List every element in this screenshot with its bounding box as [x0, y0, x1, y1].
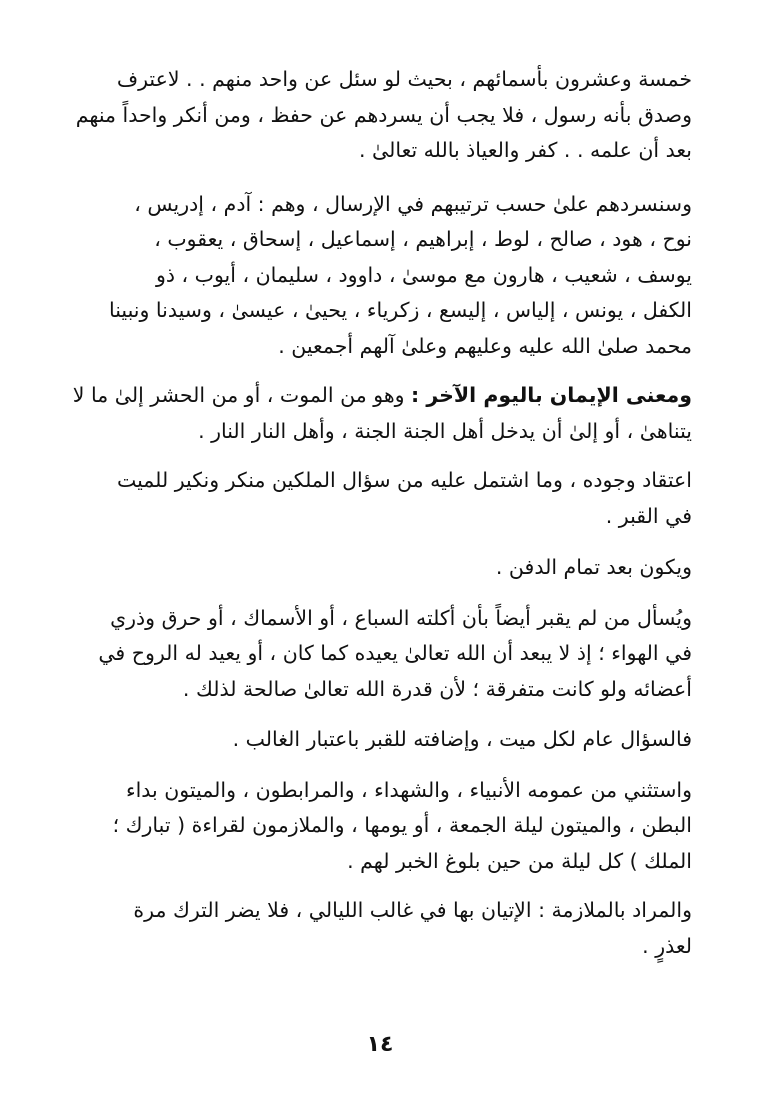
text-line: يتناهىٰ ، أو إلىٰ أن يدخل أهل الجنة الجنة ، وأهل النار النار . — [198, 418, 692, 443]
bold-heading: ومعنى الإيمان باليوم الآخر : — [411, 383, 692, 407]
paragraph-after-burial — [70, 550, 692, 586]
paragraph-exceptions — [70, 773, 692, 880]
text-line: نوح ، هود ، صالح ، لوط ، إبراهيم ، إسماعيل ، إسحاق ، يعقوب ، — [154, 227, 692, 251]
page-number: ١٤ — [366, 1032, 394, 1057]
text-run: وهو من الموت ، أو من الحشر إلىٰ ما لا — [72, 383, 412, 407]
text-line: وسنسردهم علىٰ حسب ترتيبهم في الإرسال ، وهم : آدم ، إدريس ، — [134, 191, 692, 216]
text-line: الكفل ، يونس ، إلياس ، إليسع ، زكرياء ، يحيىٰ ، عيسىٰ ، وسيدنا ونبينا — [108, 298, 692, 322]
text-line: في الهواء ؛ إذ لا يبعد أن الله تعالىٰ يعيده كما كان ، أو يعيد له الروح في — [98, 641, 692, 665]
paragraph-persistence — [70, 893, 692, 964]
text-line: ويكون بعد تمام الدفن . — [495, 555, 692, 579]
text-line: فالسؤال عام لكل ميت ، وإضافته للقبر باعتبار الغالب . — [232, 727, 692, 751]
text-line: يوسف ، شعيب ، هارون مع موسىٰ ، داوود ، سليمان ، أيوب ، ذو — [155, 262, 692, 287]
paragraph-last-day — [70, 378, 692, 449]
text-line — [70, 378, 692, 414]
text-line: بعد أن علمه . . كفر والعياذ بالله تعالىٰ . — [358, 138, 692, 162]
text-line: البطن ، والميتون ليلة الجمعة ، أو يومها ، والملازمون لقراءة ( تبارك ؛ — [112, 813, 692, 837]
text-line: أعضائه ولو كانت متفرقة ؛ لأن قدرة الله تعالىٰ صالحة لذلك . — [182, 676, 692, 701]
paragraph-grave-questioning — [70, 463, 692, 534]
text-line: واستثني من عمومه الأنبياء ، والشهداء ، والمرابطون ، والميتون بداء — [125, 777, 692, 802]
paragraph-general-question — [70, 722, 692, 758]
text-line: والمراد بالملازمة : الإتيان بها في غالب الليالي ، فلا يضر الترك مرة — [133, 898, 692, 922]
paragraph-prophets-list — [70, 187, 692, 365]
text-line: وصدق بأنه رسول ، فلا يجب أن يسردهم عن حفظ ، ومن أنكر واحداً منهم — [75, 102, 692, 127]
text-line: لعذرٍ . — [642, 933, 692, 958]
paragraph-unburied — [70, 601, 692, 708]
text-line: اعتقاد وجوده ، وما اشتمل عليه من سؤال الملكين منكر ونكير للميت — [116, 468, 692, 492]
text-line: في القبر . — [605, 503, 692, 528]
text-line: محمد صلىٰ الله عليه وعليهم وعلىٰ آلهم أجمعين . — [278, 333, 692, 358]
text-line: ويُسأل من لم يقبر أيضاً بأن أكلته السباع ، أو الأسماك ، أو حرق وذري — [110, 605, 692, 630]
text-line: خمسة وعشرون بأسمائهم ، بحيث لو سئل عن واحد منهم . . لاعترف — [116, 67, 692, 91]
text-line: الملك ) كل ليلة من حين بلوغ الخبر لهم . — [347, 848, 692, 873]
paragraph-prophets-count — [70, 62, 692, 169]
